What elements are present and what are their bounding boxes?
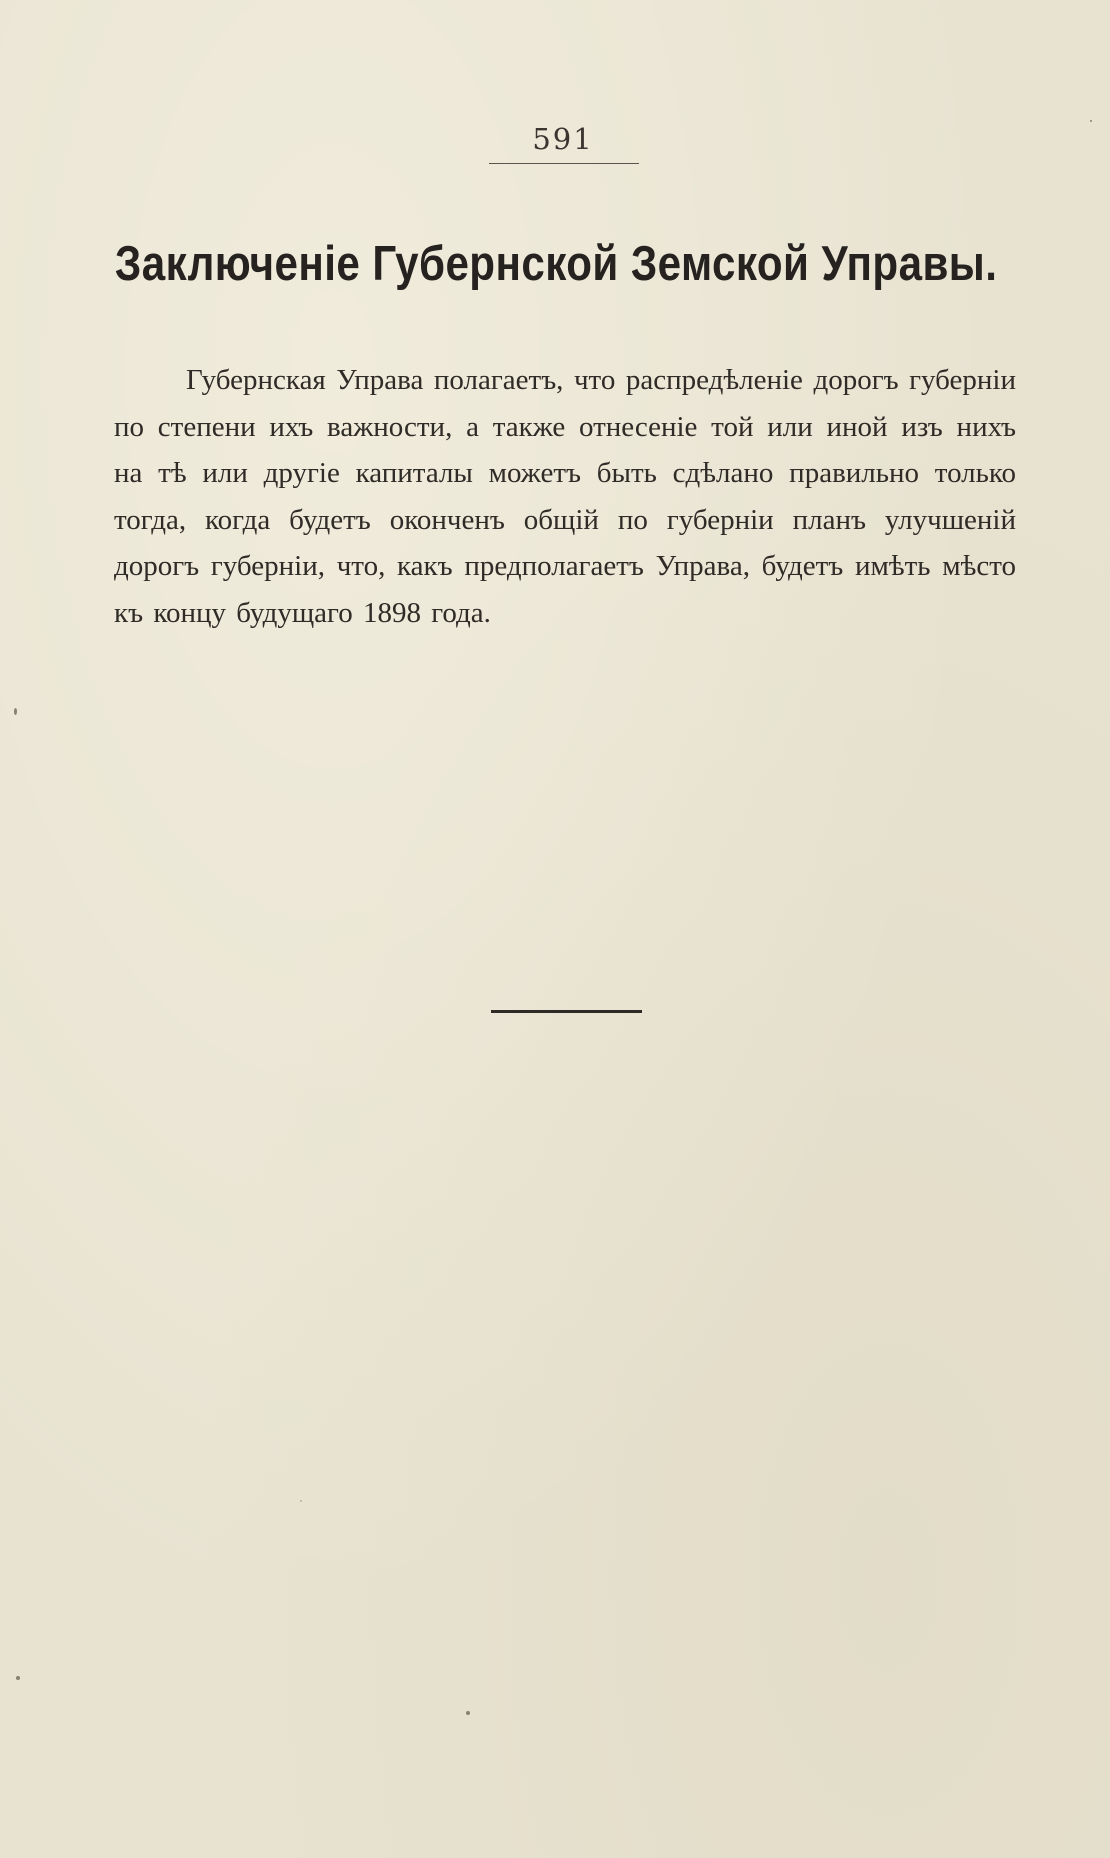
- page-number: 591: [532, 122, 594, 156]
- paper-speck: [1090, 120, 1092, 122]
- paper-speck: [300, 1500, 302, 1502]
- paper-speck: [16, 1676, 20, 1680]
- body-paragraph: Губернская Управа полагаетъ, что распредѣленіе дорогъ губерніи по степени ихъ важности, а также отнесеніе той или иной изъ нихъ на тѣ или другіе капиталы можетъ быть сдѣлано правильно только тогда, когда будетъ оконченъ общій по губерніи планъ улучшеній дорогъ губерніи, что, какъ предполагаетъ Управа, будетъ имѣть мѣсто къ концу будущаго 1898 года.: [114, 364, 1016, 629]
- page-number-rule: [489, 163, 639, 164]
- section-end-rule: [491, 1010, 642, 1013]
- paper-speck: [14, 708, 17, 715]
- paper-speck: [466, 1711, 470, 1715]
- section-title: Заключеніе Губернской Земской Управы.: [114, 237, 998, 291]
